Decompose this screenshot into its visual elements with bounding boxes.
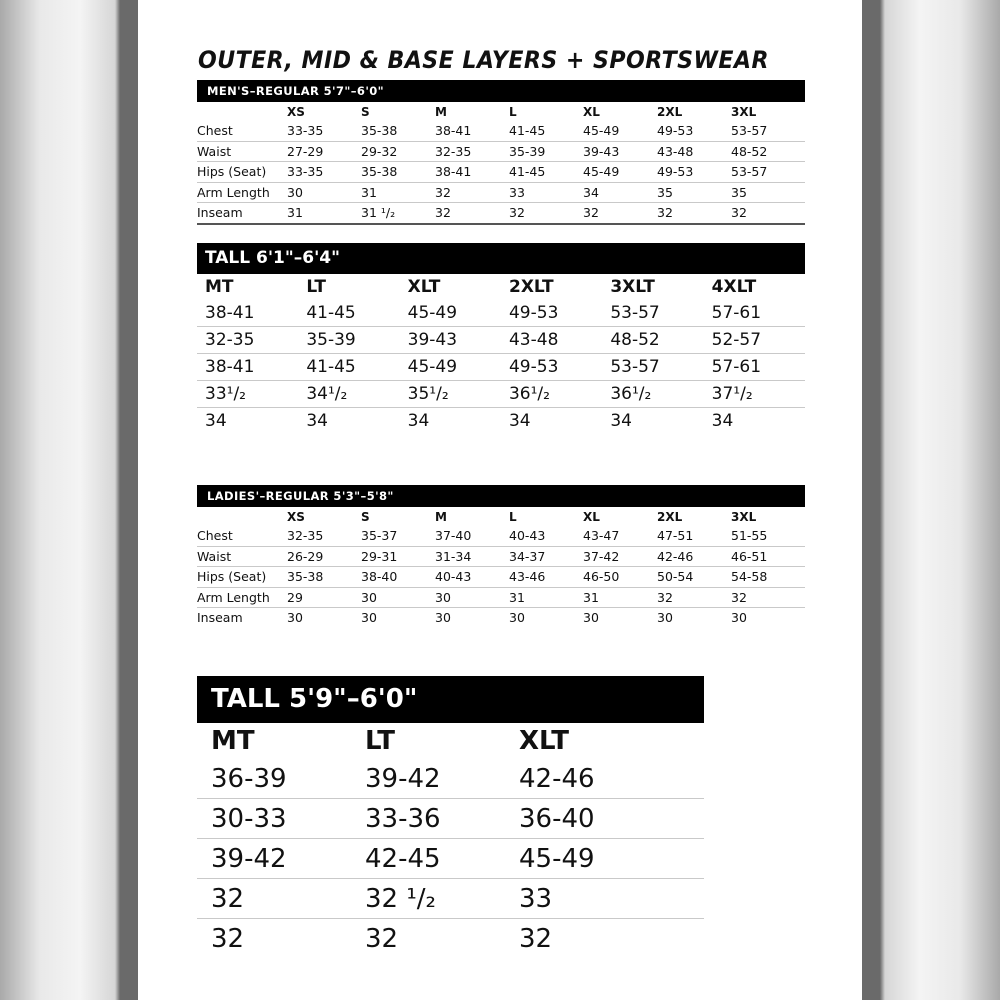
table-cell: 29-32: [361, 141, 435, 162]
table-row: [197, 300, 805, 327]
table-cell: 37-42: [583, 546, 657, 567]
ladies-regular-section: [197, 485, 805, 628]
row-label: Inseam: [197, 610, 243, 626]
table-cell: 35: [731, 182, 805, 203]
table-cell: 49-53: [657, 121, 731, 141]
table-row: [197, 408, 805, 435]
table-row: [197, 327, 805, 354]
size-header: M: [435, 509, 447, 524]
table-cell: 35-38: [361, 162, 435, 183]
size-header: XLT: [519, 726, 570, 756]
table-cell: 35-37: [361, 526, 435, 546]
table-cell: 52-57: [704, 327, 805, 354]
table-cell: 30: [287, 610, 303, 626]
size-header: 3XL: [731, 509, 757, 524]
table-cell: 31 ¹/₂: [361, 203, 435, 224]
size-header: XL: [583, 509, 600, 524]
page-title: OUTER, MID & BASE LAYERS + SPORTSWEAR: [198, 46, 769, 74]
mens-regular-table: [197, 102, 805, 225]
table-cell: 30: [657, 610, 673, 626]
table-row: [197, 162, 805, 183]
table-cell: 31: [287, 203, 361, 224]
table-cell: 26-29: [287, 546, 361, 567]
table-cell: 38-41: [197, 300, 298, 327]
table-cell: 45-49: [400, 354, 501, 381]
table-row: [197, 381, 805, 408]
table-cell: 34: [205, 411, 227, 431]
table-cell: 39-42: [351, 759, 505, 799]
table-cell: 53-57: [731, 162, 805, 183]
table-row: [197, 608, 805, 628]
row-label: Hips (Seat): [197, 567, 287, 588]
table-cell: 31: [509, 587, 583, 608]
row-label-header: [197, 507, 287, 526]
size-header: 4XLT: [711, 277, 757, 297]
table-cell: 38-41: [435, 162, 509, 183]
ladies-tall-table: [197, 723, 704, 958]
table-cell: 32 ¹/₂: [351, 879, 505, 919]
table-cell: 29-31: [361, 546, 435, 567]
row-label-header: [197, 102, 287, 121]
table-cell: 32: [365, 923, 399, 954]
table-cell: 34-37: [509, 546, 583, 567]
table-row: [197, 182, 805, 203]
table-cell: 29: [287, 587, 361, 608]
mens-regular-section: [197, 80, 805, 225]
row-label: Waist: [197, 546, 287, 567]
table-cell: 32-35: [287, 526, 361, 546]
ladies-tall-heading: TALL 5'9"–6'0": [197, 676, 704, 723]
table-cell: 32: [435, 203, 509, 224]
table-cell: 45-49: [583, 121, 657, 141]
table-cell: 42-46: [657, 546, 731, 567]
row-label: Arm Length: [197, 587, 287, 608]
table-cell: 30: [361, 587, 435, 608]
table-row: [197, 919, 704, 959]
size-header: 3XLT: [610, 277, 655, 297]
size-header: 2XLT: [508, 277, 554, 297]
ladies-regular-table: [197, 507, 805, 628]
table-cell: 32-35: [435, 141, 509, 162]
table-cell: 45-49: [583, 162, 657, 183]
table-cell: 32: [519, 923, 553, 954]
table-cell: 49-53: [657, 162, 731, 183]
table-cell: 46-51: [731, 546, 805, 567]
size-header: S: [361, 509, 370, 524]
table-cell: 49-53: [501, 300, 602, 327]
table-cell: 32-35: [197, 327, 298, 354]
table-cell: 42-46: [505, 759, 704, 799]
mens-regular-heading: MEN'S–REGULAR 5'7"–6'0": [197, 80, 805, 102]
table-cell: 32: [211, 923, 245, 954]
table-cell: 54-58: [731, 567, 805, 588]
table-cell: 30: [731, 610, 747, 626]
table-cell: 35¹/₂: [400, 381, 501, 408]
table-cell: 40-43: [509, 526, 583, 546]
table-cell: 33: [509, 182, 583, 203]
table-cell: 32: [435, 182, 509, 203]
table-cell: 47-51: [657, 526, 731, 546]
ladies-tall-section: [197, 676, 704, 958]
table-cell: 49-53: [501, 354, 602, 381]
table-row: [197, 879, 704, 919]
table-cell: 34: [583, 182, 657, 203]
table-cell: 38-40: [361, 567, 435, 588]
table-cell: 36¹/₂: [602, 381, 703, 408]
table-cell: 37¹/₂: [704, 381, 805, 408]
table-cell: 46-50: [583, 567, 657, 588]
size-header: M: [435, 104, 447, 119]
size-header: XLT: [407, 277, 441, 297]
table-cell: 35-39: [298, 327, 399, 354]
table-cell: 43-46: [509, 567, 583, 588]
size-header: LT: [365, 726, 395, 756]
table-cell: 41-45: [298, 354, 399, 381]
table-row: [197, 546, 805, 567]
table-cell: 33: [505, 879, 704, 919]
size-header: XS: [287, 104, 305, 119]
table-cell: 30: [583, 610, 599, 626]
size-header: S: [361, 104, 370, 119]
table-cell: 41-45: [298, 300, 399, 327]
table-cell: 36-40: [505, 799, 704, 839]
table-row: [197, 121, 805, 141]
size-header: XS: [287, 509, 305, 524]
table-cell: 30: [361, 610, 377, 626]
table-cell: 45-49: [505, 839, 704, 879]
table-row: [197, 759, 704, 799]
table-cell: 33-35: [287, 121, 361, 141]
table-cell: 32: [509, 203, 583, 224]
table-row: [197, 526, 805, 546]
table-cell: 34: [711, 411, 734, 431]
table-cell: 34: [407, 411, 430, 431]
table-cell: 43-48: [657, 141, 731, 162]
table-cell: 27-29: [287, 141, 361, 162]
table-cell: 41-45: [509, 162, 583, 183]
size-header: XL: [583, 104, 600, 119]
size-header: 3XL: [731, 104, 757, 119]
row-label: Arm Length: [197, 182, 287, 203]
size-header-row: [197, 274, 805, 300]
table-cell: 35-38: [287, 567, 361, 588]
table-cell: 32: [657, 203, 731, 224]
size-header: L: [509, 509, 517, 524]
table-cell: 30: [509, 610, 525, 626]
row-label: Inseam: [197, 203, 287, 224]
size-header: MT: [211, 726, 255, 756]
table-cell: 32: [731, 203, 805, 224]
table-cell: 33-36: [351, 799, 505, 839]
table-cell: 45-49: [400, 300, 501, 327]
table-cell: 30: [435, 587, 509, 608]
table-cell: 43-48: [501, 327, 602, 354]
size-header-row: [197, 507, 805, 526]
size-header-row: [197, 723, 704, 759]
table-cell: 53-57: [602, 300, 703, 327]
table-cell: 32: [583, 203, 657, 224]
table-cell: 36-39: [197, 759, 351, 799]
table-cell: 48-52: [602, 327, 703, 354]
size-header: 2XL: [657, 104, 683, 119]
table-cell: 34: [610, 411, 632, 431]
row-label: Hips (Seat): [197, 162, 287, 183]
table-cell: 31: [583, 587, 657, 608]
table-cell: 53-57: [731, 121, 805, 141]
size-header: L: [509, 104, 517, 119]
table-row: [197, 839, 704, 879]
table-cell: 39-43: [400, 327, 501, 354]
table-cell: 42-45: [351, 839, 505, 879]
mens-tall-heading: TALL 6'1"–6'4": [197, 243, 805, 274]
table-cell: 34: [508, 411, 531, 431]
table-cell: 53-57: [602, 354, 703, 381]
table-row: [197, 141, 805, 162]
table-cell: 33-35: [287, 162, 361, 183]
table-row: [197, 567, 805, 588]
table-cell: 40-43: [435, 567, 509, 588]
table-cell: 35-39: [509, 141, 583, 162]
size-header: 2XL: [657, 509, 683, 524]
table-cell: 36¹/₂: [501, 381, 602, 408]
table-cell: 35-38: [361, 121, 435, 141]
size-header-row: [197, 102, 805, 121]
row-label: Waist: [197, 141, 287, 162]
table-cell: 57-61: [704, 354, 805, 381]
row-label: Chest: [197, 121, 287, 141]
table-row: [197, 203, 805, 224]
mens-tall-table: [197, 274, 805, 434]
table-cell: 34: [306, 411, 328, 431]
table-cell: 30: [435, 610, 451, 626]
table-cell: 31: [361, 182, 435, 203]
table-cell: 38-41: [435, 121, 509, 141]
size-header: LT: [306, 277, 326, 297]
table-cell: 51-55: [731, 526, 805, 546]
table-cell: 48-52: [731, 141, 805, 162]
table-row: [197, 799, 704, 839]
table-cell: 38-41: [197, 354, 298, 381]
table-cell: 41-45: [509, 121, 583, 141]
table-cell: 39-43: [583, 141, 657, 162]
table-cell: 32: [197, 879, 351, 919]
table-cell: 50-54: [657, 567, 731, 588]
table-row: [197, 354, 805, 381]
row-label: Chest: [197, 526, 287, 546]
table-cell: 33¹/₂: [197, 381, 298, 408]
table-cell: 30-33: [197, 799, 351, 839]
table-cell: 57-61: [704, 300, 805, 327]
size-header: MT: [205, 277, 234, 297]
table-cell: 34¹/₂: [298, 381, 399, 408]
table-cell: 37-40: [435, 526, 509, 546]
table-cell: 39-42: [197, 839, 351, 879]
table-cell: 31-34: [435, 546, 509, 567]
mens-tall-section: [197, 243, 805, 434]
ladies-regular-heading: LADIES'–REGULAR 5'3"–5'8": [197, 485, 805, 507]
table-cell: 43-47: [583, 526, 657, 546]
table-cell: 30: [287, 182, 361, 203]
table-row: [197, 587, 805, 608]
table-cell: 32: [731, 587, 805, 608]
table-cell: 32: [657, 587, 731, 608]
table-cell: 35: [657, 182, 731, 203]
